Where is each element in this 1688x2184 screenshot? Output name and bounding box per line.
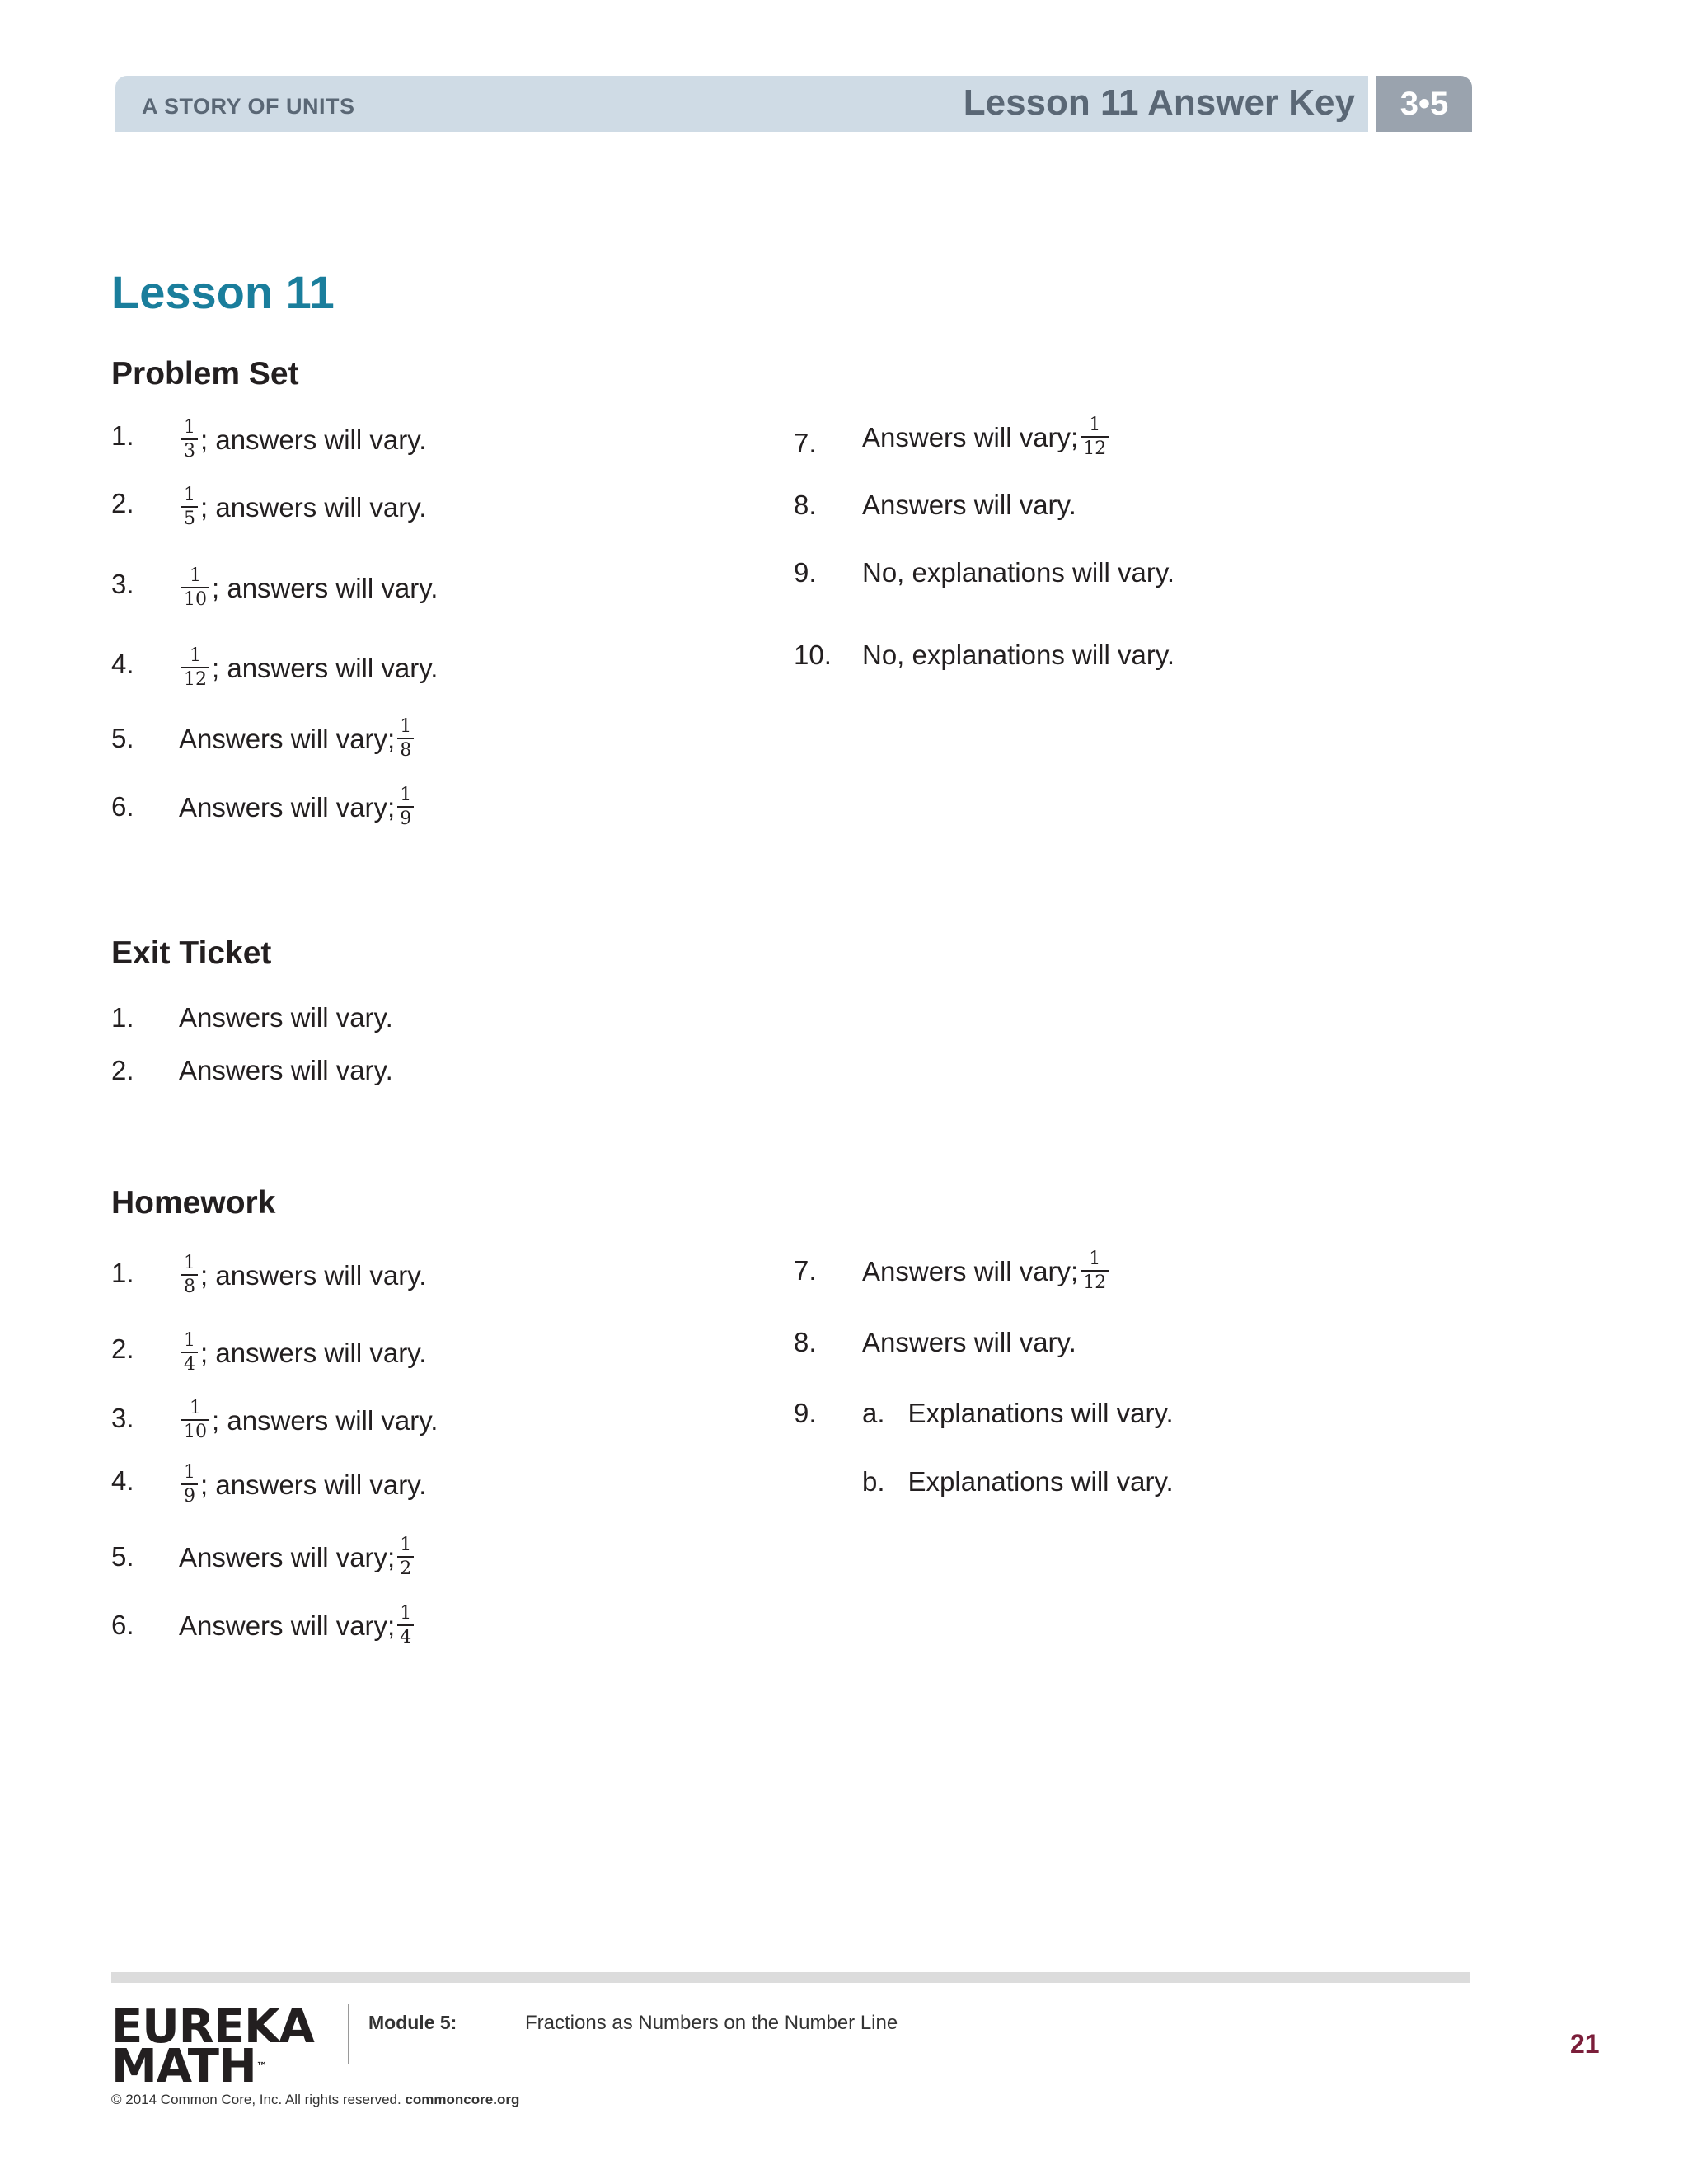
fraction: $\frac{1}{9}$ — [397, 786, 414, 828]
item-number: 1. — [111, 1002, 134, 1033]
fraction: $\frac{1}{4}$ — [181, 1332, 198, 1374]
answer-text: No, explanations will vary. — [862, 640, 1175, 670]
item-number: 8. — [794, 1327, 817, 1357]
item-number: 4. — [111, 1465, 134, 1496]
fraction: $\frac{1}{8}$ — [397, 718, 414, 760]
answer-text: ; answers will vary. — [200, 1259, 427, 1291]
item-number: 4. — [111, 649, 134, 679]
fraction: $\frac{1}{12}$ — [1081, 416, 1109, 458]
problem-set-heading: Problem Set — [111, 356, 299, 391]
item-number: 1. — [111, 1258, 134, 1288]
item-number: 7. — [794, 428, 817, 458]
item-number: 3. — [111, 569, 134, 599]
answer-text: Explanations will vary. — [907, 1466, 1174, 1497]
trademark: ™ — [256, 2060, 268, 2074]
footer-divider — [348, 2004, 349, 2064]
sub-item-letter: a. — [862, 1398, 885, 1428]
copyright-text: © 2014 Common Core, Inc. All rights reserved. — [111, 2092, 401, 2107]
item-number: 8. — [794, 490, 817, 520]
logo-line-1: EUREKA — [111, 2000, 314, 2054]
answer-text: Answers will vary; — [179, 1541, 396, 1572]
answer-text: No, explanations will vary. — [862, 557, 1175, 588]
fraction: $\frac{1}{10}$ — [181, 567, 209, 609]
fraction: $\frac{1}{3}$ — [181, 419, 198, 461]
answer-text: Answers will vary. — [179, 1002, 393, 1033]
item-number: 2. — [111, 1055, 134, 1085]
item-number: 10. — [794, 640, 832, 670]
item-number: 6. — [111, 1610, 134, 1640]
answer-text: ; answers will vary. — [200, 491, 427, 523]
answer-text: ; answers will vary. — [200, 1337, 427, 1368]
series-title: A STORY OF UNITS — [142, 94, 355, 119]
fraction: $\frac{1}{9}$ — [181, 1464, 198, 1506]
item-number: 5. — [111, 723, 134, 753]
answer-text: Answers will vary. — [862, 490, 1076, 520]
page-number: 21 — [1570, 2029, 1600, 2059]
item-number: 6. — [111, 791, 134, 822]
answer-text: Answers will vary; — [862, 1255, 1079, 1286]
item-number: 2. — [111, 1333, 134, 1364]
answer-text: ; answers will vary. — [200, 1469, 427, 1500]
fraction: $\frac{1}{2}$ — [397, 1536, 414, 1578]
module-label: Module 5: — [368, 2012, 457, 2033]
site-link[interactable]: commoncore.org — [405, 2092, 520, 2107]
lesson-title: Lesson 11 — [111, 266, 335, 318]
answer-text: Answers will vary; — [179, 1610, 396, 1641]
answer-text: ; answers will vary. — [212, 652, 438, 683]
item-number: 5. — [111, 1541, 134, 1572]
answer-text: ; answers will vary. — [212, 572, 438, 603]
answer-key-title: Lesson 11 Answer Key — [963, 82, 1355, 123]
item-number: 3. — [111, 1403, 134, 1433]
answer-text: Answers will vary; — [179, 723, 396, 754]
answer-text: Answers will vary. — [862, 1327, 1076, 1357]
homework-heading: Homework — [111, 1185, 276, 1221]
fraction: $\frac{1}{12}$ — [1081, 1250, 1109, 1292]
answer-text: Answers will vary; — [179, 791, 396, 823]
fraction: $\frac{1}{5}$ — [181, 486, 198, 528]
item-number: 1. — [111, 420, 134, 451]
fraction: $\frac{1}{8}$ — [181, 1254, 198, 1296]
fraction: $\frac{1}{12}$ — [181, 647, 209, 689]
fraction: $\frac{1}{4}$ — [397, 1605, 414, 1647]
eureka-math-logo — [111, 2000, 314, 2093]
grade-module-badge: 3•5 — [1376, 76, 1472, 132]
footer-rule — [111, 1972, 1470, 1983]
answer-text: Answers will vary; — [862, 421, 1079, 452]
item-number: 2. — [111, 488, 134, 518]
logo-line-2: MATH — [111, 2040, 256, 2093]
item-number: 9. — [794, 1398, 817, 1428]
item-number: 9. — [794, 557, 817, 588]
answer-text: Explanations will vary. — [907, 1398, 1174, 1428]
answer-text: ; answers will vary. — [212, 1404, 438, 1436]
module-title: Fractions as Numbers on the Number Line — [525, 2012, 898, 2034]
exit-ticket-heading: Exit Ticket — [111, 935, 272, 971]
sub-item-letter: b. — [862, 1466, 885, 1497]
answer-text: Answers will vary. — [179, 1055, 393, 1085]
fraction: $\frac{1}{10}$ — [181, 1399, 209, 1441]
copyright — [111, 2092, 519, 2108]
answer-text: ; answers will vary. — [200, 424, 427, 455]
item-number: 7. — [794, 1255, 817, 1286]
